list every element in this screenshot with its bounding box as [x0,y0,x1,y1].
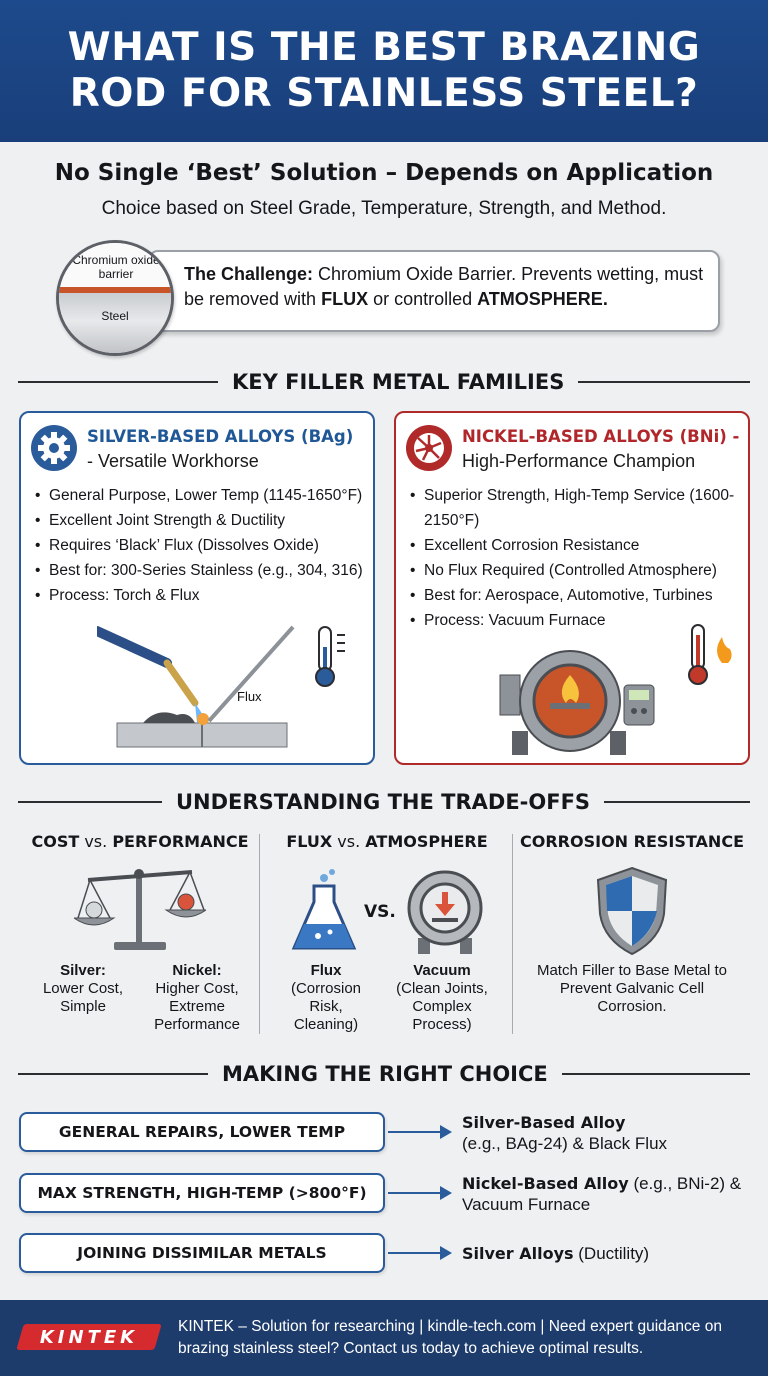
vacuum-caption: Vacuum (Clean Joints, Complex Process) [396,962,488,1033]
challenge-text-1: Chromium Oxide Barrier. Prevents wetting, must be removed with [184,264,704,309]
kintek-logo: KINTEK [16,1324,161,1350]
list-item: • Excellent Joint Strength & Ductility [35,508,363,533]
vacuum-furnace-illustration [492,645,662,757]
page-footer [0,1300,768,1376]
choice-need-dissimilar-metals: JOINING DISSIMILAR METALS [19,1233,385,1273]
flux-heading: FLUX [286,832,333,851]
list-item: • General Purpose, Lower Temp (1145-1650°F) [35,483,363,508]
corrosion-heading: CORROSION RESISTANCE [520,832,744,851]
page-header [0,0,768,142]
flux-caption: Flux (Corrosion Risk, Cleaning) [290,962,362,1033]
choice-result-silver: Silver-Based Alloy (e.g., BAg-24) & Black Flux [462,1113,668,1153]
challenge-atmosphere: ATMOSPHERE. [477,289,608,309]
challenge-text-2: or controlled [368,289,478,309]
nickel-card-subtitle: High-Performance Champion [462,451,696,471]
thermometer-icon [311,625,351,689]
cost-vs-performance: COST vs. PERFORMANCE [31,832,249,851]
list-item: • No Flux Required (Controlled Atmosphere) [410,558,740,583]
page-title-line-2: ROD FOR STAINLESS STEEL? [69,71,699,116]
page-title-line-1: WHAT IS THE BEST BRAZING [67,25,701,70]
list-item: • Process: Vacuum Furnace [410,608,740,633]
oxide-label: Chromium oxide barrier [72,253,160,281]
arrow-icon [388,1131,450,1133]
flux-vs-label: VS. [364,902,396,922]
nickel-bullets [410,483,740,633]
silver-card-title: SILVER-BASED ALLOYS (BAg) [87,427,354,446]
nickel-card-title: NICKEL-BASED ALLOYS (BNi) - [462,427,740,446]
nickel-cost-caption: Nickel: Higher Cost, Extreme Performance [154,962,240,1033]
turbine-icon [406,425,452,471]
list-item: • Best for: Aerospace, Automotive, Turbines [410,583,740,608]
steel-label: Steel [101,309,129,323]
silver-bullets [35,483,363,608]
footer-text: KINTEK – Solution for researching | kindle-tech.com | Need expert guidance on brazing stainless steel? Contact us today to achieve optimal results. [178,1318,722,1357]
choice-need-max-strength: MAX STRENGTH, HIGH-TEMP (>800°F) [19,1173,385,1213]
challenge-label: The Challenge: [184,264,314,284]
atmosphere-heading: ATMOSPHERE [365,832,488,851]
challenge-box [148,250,720,332]
torch-brazing-illustration [97,623,297,753]
flux-vs-atmosphere: FLUX vs. ATMOSPHERE [286,832,488,851]
intro-subline: Choice based on Steel Grade, Temperature, Strength, and Method. [101,198,667,219]
list-item: • Best for: 300-Series Stainless (e.g., 304, 316) [35,558,363,583]
cost-heading: COST [31,832,80,851]
families-title: KEY FILLER METAL FAMILIES [232,370,565,394]
list-item: • Excellent Corrosion Resistance [410,533,740,558]
flask-icon [290,868,360,954]
oxide-layer-diagram [56,240,174,356]
tradeoffs-section-title [0,790,768,814]
performance-heading: PERFORMANCE [112,832,249,851]
vacuum-chamber-icon [404,866,486,956]
balance-scale-icon [74,864,206,954]
tradeoffs-title: UNDERSTANDING THE TRADE-OFFS [176,790,591,814]
silver-card-subtitle: - Versatile Workhorse [87,451,259,471]
shield-icon [594,866,670,956]
arrow-icon [388,1252,450,1254]
list-item: • Superior Strength, High-Temp Service (1600-2150°F) [410,483,740,533]
challenge-flux: FLUX [321,289,369,309]
families-section-title [0,370,768,394]
choice-section-title [0,1062,768,1086]
list-item: • Requires ‘Black’ Flux (Dissolves Oxide) [35,533,363,558]
choice-result-nickel: Nickel-Based Alloy (e.g., BNi-2) & Vacuum Furnace [462,1174,742,1214]
choice-result-silver-alloys: Silver Alloys (Ductility) [462,1244,650,1263]
column-divider [512,834,513,1034]
choice-title: MAKING THE RIGHT CHOICE [222,1062,548,1086]
high-temp-icon [686,623,742,687]
corrosion-caption: Match Filler to Base Metal to Prevent Galvanic Cell Corrosion. [536,962,728,1015]
nickel-alloy-card [394,411,750,765]
list-item: • Process: Torch & Flux [35,583,363,608]
flux-label: Flux [237,689,262,704]
silver-cost-caption: Silver: Lower Cost, Simple [42,962,124,1015]
intro-headline: No Single ‘Best’ Solution – Depends on Application [54,160,714,186]
choice-need-general-repairs: GENERAL REPAIRS, LOWER TEMP [19,1112,385,1152]
arrow-icon [388,1192,450,1194]
silver-alloy-card [19,411,375,765]
gear-icon [31,425,77,471]
column-divider [259,834,260,1034]
steel-base [59,293,171,356]
